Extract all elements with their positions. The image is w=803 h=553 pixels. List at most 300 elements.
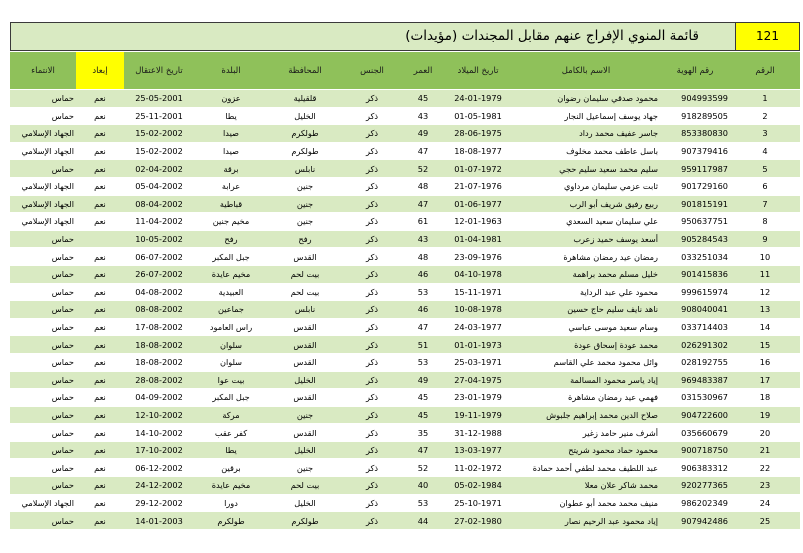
cell-birth-date[interactable]: 01-06-1977	[444, 195, 512, 213]
cell-birth-date[interactable]: 13-03-1977	[444, 441, 512, 459]
cell-town[interactable]: صيدا	[194, 142, 268, 160]
cell-id-number[interactable]: 905284543	[660, 230, 730, 248]
cell-id-number[interactable]: 901815191	[660, 195, 730, 213]
cell-arrest-date[interactable]: 18-08-2002	[124, 336, 194, 354]
cell-number[interactable]: 25	[730, 512, 800, 529]
cell-town[interactable]: يطا	[194, 441, 268, 459]
cell-number[interactable]: 6	[730, 177, 800, 195]
cell-birth-date[interactable]: 25-10-1971	[444, 494, 512, 512]
cell-affiliation[interactable]: الجهاد الإسلامي	[10, 177, 76, 195]
cell-full-name[interactable]: إياد محمود عبد الرحيم نصار	[512, 512, 660, 529]
cell-age[interactable]: 45	[402, 90, 444, 108]
cell-age[interactable]: 48	[402, 177, 444, 195]
cell-affiliation[interactable]: الجهاد الإسلامي	[10, 494, 76, 512]
cell-arrest-date[interactable]: 17-10-2002	[124, 441, 194, 459]
cell-arrest-date[interactable]: 26-07-2002	[124, 265, 194, 283]
cell-arrest-date[interactable]: 06-07-2002	[124, 248, 194, 266]
cell-town[interactable]: العبيدية	[194, 283, 268, 301]
table-row[interactable]	[10, 160, 800, 178]
cell-age[interactable]: 52	[402, 459, 444, 477]
header-deportation[interactable]: إبعاد	[76, 52, 124, 90]
cell-id-number[interactable]: 026291302	[660, 336, 730, 354]
cell-affiliation[interactable]: حماس	[10, 301, 76, 319]
cell-number[interactable]: 7	[730, 195, 800, 213]
cell-age[interactable]: 43	[402, 107, 444, 125]
cell-town[interactable]: مخيم جنين	[194, 213, 268, 231]
cell-full-name[interactable]: محمود حماد محمود شريتح	[512, 441, 660, 459]
cell-deportation[interactable]: نعم	[76, 494, 124, 512]
cell-governorate[interactable]: طولكرم	[268, 142, 342, 160]
cell-age[interactable]: 51	[402, 336, 444, 354]
cell-town[interactable]: سلوان	[194, 336, 268, 354]
cell-arrest-date[interactable]: 18-08-2002	[124, 353, 194, 371]
cell-affiliation[interactable]: حماس	[10, 477, 76, 495]
cell-full-name[interactable]: محمود علي عبد الرداية	[512, 283, 660, 301]
header-gender[interactable]: الجنس	[342, 52, 402, 90]
cell-town[interactable]: مركة	[194, 406, 268, 424]
table-row[interactable]	[10, 90, 800, 108]
cell-birth-date[interactable]: 05-02-1984	[444, 477, 512, 495]
cell-deportation[interactable]: نعم	[76, 318, 124, 336]
cell-age[interactable]: 45	[402, 389, 444, 407]
table-row[interactable]	[10, 441, 800, 459]
cell-town[interactable]: راس العامود	[194, 318, 268, 336]
cell-deportation[interactable]: نعم	[76, 125, 124, 143]
cell-governorate[interactable]: طولكرم	[268, 125, 342, 143]
cell-deportation[interactable]: نعم	[76, 142, 124, 160]
cell-deportation[interactable]: نعم	[76, 90, 124, 108]
cell-number[interactable]: 3	[730, 125, 800, 143]
cell-gender[interactable]: ذكر	[342, 107, 402, 125]
table-row[interactable]	[10, 494, 800, 512]
cell-gender[interactable]: ذكر	[342, 424, 402, 442]
cell-number[interactable]: 22	[730, 459, 800, 477]
cell-full-name[interactable]: ناهد نايف سليم حاج حسين	[512, 301, 660, 319]
table-row[interactable]	[10, 125, 800, 143]
cell-number[interactable]: 18	[730, 389, 800, 407]
cell-town[interactable]: جماعين	[194, 301, 268, 319]
cell-deportation[interactable]: نعم	[76, 213, 124, 231]
cell-governorate[interactable]: الخليل	[268, 494, 342, 512]
cell-age[interactable]: 47	[402, 195, 444, 213]
table-row[interactable]	[10, 301, 800, 319]
cell-deportation[interactable]: نعم	[76, 336, 124, 354]
cell-id-number[interactable]: 033251034	[660, 248, 730, 266]
cell-full-name[interactable]: جهاد يوسف إسماعيل النجار	[512, 107, 660, 125]
cell-birth-date[interactable]: 18-08-1977	[444, 142, 512, 160]
cell-full-name[interactable]: صلاح الدين محمد إبراهيم جلبوش	[512, 406, 660, 424]
cell-gender[interactable]: ذكر	[342, 459, 402, 477]
cell-affiliation[interactable]: حماس	[10, 512, 76, 529]
cell-number[interactable]: 23	[730, 477, 800, 495]
cell-governorate[interactable]: القدس	[268, 318, 342, 336]
cell-full-name[interactable]: ثابت عزمي سليمان مرداوي	[512, 177, 660, 195]
cell-deportation[interactable]: نعم	[76, 283, 124, 301]
table-row[interactable]	[10, 371, 800, 389]
cell-gender[interactable]: ذكر	[342, 265, 402, 283]
cell-governorate[interactable]: جنين	[268, 459, 342, 477]
table-row[interactable]	[10, 477, 800, 495]
cell-id-number[interactable]: 907379416	[660, 142, 730, 160]
cell-age[interactable]: 48	[402, 248, 444, 266]
cell-deportation[interactable]: نعم	[76, 406, 124, 424]
cell-governorate[interactable]: الخليل	[268, 371, 342, 389]
table-row[interactable]	[10, 142, 800, 160]
cell-town[interactable]: سلوان	[194, 353, 268, 371]
cell-affiliation[interactable]: حماس	[10, 389, 76, 407]
table-row[interactable]	[10, 459, 800, 477]
cell-town[interactable]: صيدا	[194, 125, 268, 143]
record-count-cell[interactable]: 121	[735, 23, 799, 50]
cell-age[interactable]: 47	[402, 142, 444, 160]
cell-affiliation[interactable]: حماس	[10, 371, 76, 389]
cell-number[interactable]: 10	[730, 248, 800, 266]
cell-birth-date[interactable]: 27-04-1975	[444, 371, 512, 389]
cell-id-number[interactable]: 028192755	[660, 353, 730, 371]
cell-arrest-date[interactable]: 14-01-2003	[124, 512, 194, 529]
cell-affiliation[interactable]: الجهاد الإسلامي	[10, 213, 76, 231]
cell-town[interactable]: عرابة	[194, 177, 268, 195]
cell-id-number[interactable]: 918289505	[660, 107, 730, 125]
cell-arrest-date[interactable]: 15-02-2002	[124, 125, 194, 143]
header-birth-date[interactable]: تاريخ الميلاد	[444, 52, 512, 90]
cell-affiliation[interactable]: حماس	[10, 318, 76, 336]
cell-number[interactable]: 1	[730, 90, 800, 108]
cell-town[interactable]: برقين	[194, 459, 268, 477]
cell-number[interactable]: 21	[730, 441, 800, 459]
cell-birth-date[interactable]: 31-12-1988	[444, 424, 512, 442]
cell-birth-date[interactable]: 12-01-1963	[444, 213, 512, 231]
table-row[interactable]	[10, 107, 800, 125]
cell-id-number[interactable]: 031530967	[660, 389, 730, 407]
cell-full-name[interactable]: أسعد يوسف حميد زعرب	[512, 230, 660, 248]
cell-age[interactable]: 46	[402, 265, 444, 283]
header-arrest-date[interactable]: تاريخ الاعتقال	[124, 52, 194, 90]
cell-deportation[interactable]: نعم	[76, 353, 124, 371]
cell-gender[interactable]: ذكر	[342, 248, 402, 266]
cell-number[interactable]: 15	[730, 336, 800, 354]
cell-deportation[interactable]: نعم	[76, 424, 124, 442]
cell-deportation[interactable]: نعم	[76, 107, 124, 125]
header-id-number[interactable]: رقم الهوية	[660, 52, 730, 90]
cell-full-name[interactable]: محمد شاكر علان معلا	[512, 477, 660, 495]
cell-birth-date[interactable]: 11-02-1972	[444, 459, 512, 477]
cell-governorate[interactable]: قلقيلية	[268, 90, 342, 108]
cell-number[interactable]: 4	[730, 142, 800, 160]
cell-arrest-date[interactable]: 14-10-2002	[124, 424, 194, 442]
cell-gender[interactable]: ذكر	[342, 441, 402, 459]
table-row[interactable]	[10, 389, 800, 407]
cell-governorate[interactable]: نابلس	[268, 301, 342, 319]
header-governorate[interactable]: المحافظة	[268, 52, 342, 90]
cell-full-name[interactable]: جاسر عفيف محمد رداد	[512, 125, 660, 143]
cell-arrest-date[interactable]: 06-12-2002	[124, 459, 194, 477]
cell-full-name[interactable]: ربيع رفيق شريف أبو الرب	[512, 195, 660, 213]
cell-arrest-date[interactable]: 25-11-2001	[124, 107, 194, 125]
table-row[interactable]	[10, 353, 800, 371]
cell-full-name[interactable]: باسل عاطف محمد مخلوف	[512, 142, 660, 160]
cell-arrest-date[interactable]: 04-08-2002	[124, 283, 194, 301]
cell-affiliation[interactable]: حماس	[10, 336, 76, 354]
cell-arrest-date[interactable]: 02-04-2002	[124, 160, 194, 178]
cell-age[interactable]: 53	[402, 494, 444, 512]
cell-governorate[interactable]: بيت لحم	[268, 477, 342, 495]
cell-id-number[interactable]: 906383312	[660, 459, 730, 477]
table-row[interactable]	[10, 424, 800, 442]
cell-town[interactable]: مخيم عايدة	[194, 265, 268, 283]
cell-town[interactable]: رفح	[194, 230, 268, 248]
cell-gender[interactable]: ذكر	[342, 230, 402, 248]
cell-gender[interactable]: ذكر	[342, 195, 402, 213]
table-row[interactable]	[10, 248, 800, 266]
cell-id-number[interactable]: 901415836	[660, 265, 730, 283]
cell-arrest-date[interactable]: 05-04-2002	[124, 177, 194, 195]
cell-gender[interactable]: ذكر	[342, 177, 402, 195]
cell-id-number[interactable]: 908040041	[660, 301, 730, 319]
header-affiliation[interactable]: الانتماء	[10, 52, 76, 90]
cell-age[interactable]: 52	[402, 160, 444, 178]
cell-governorate[interactable]: القدس	[268, 389, 342, 407]
cell-age[interactable]: 53	[402, 353, 444, 371]
header-number[interactable]: الرقم	[730, 52, 800, 90]
cell-number[interactable]: 11	[730, 265, 800, 283]
cell-id-number[interactable]: 904993599	[660, 90, 730, 108]
cell-arrest-date[interactable]: 04-09-2002	[124, 389, 194, 407]
cell-id-number[interactable]: 033714403	[660, 318, 730, 336]
cell-id-number[interactable]: 999615974	[660, 283, 730, 301]
cell-full-name[interactable]: محمد عودة إسحاق عودة	[512, 336, 660, 354]
cell-governorate[interactable]: بيت لحم	[268, 283, 342, 301]
cell-age[interactable]: 47	[402, 318, 444, 336]
cell-governorate[interactable]: القدس	[268, 424, 342, 442]
cell-gender[interactable]: ذكر	[342, 283, 402, 301]
cell-governorate[interactable]: جنين	[268, 406, 342, 424]
cell-governorate[interactable]: طولكرم	[268, 512, 342, 529]
cell-gender[interactable]: ذكر	[342, 160, 402, 178]
cell-affiliation[interactable]: حماس	[10, 90, 76, 108]
cell-age[interactable]: 53	[402, 283, 444, 301]
cell-arrest-date[interactable]: 12-10-2002	[124, 406, 194, 424]
cell-affiliation[interactable]: حماس	[10, 230, 76, 248]
cell-birth-date[interactable]: 01-07-1972	[444, 160, 512, 178]
cell-full-name[interactable]: أشرف منير حامد زغير	[512, 424, 660, 442]
cell-number[interactable]: 2	[730, 107, 800, 125]
cell-gender[interactable]: ذكر	[342, 142, 402, 160]
table-row[interactable]	[10, 283, 800, 301]
cell-affiliation[interactable]: حماس	[10, 424, 76, 442]
cell-town[interactable]: عزون	[194, 90, 268, 108]
cell-town[interactable]: قباطية	[194, 195, 268, 213]
cell-full-name[interactable]: عبد اللطيف محمد لطفي أحمد حمادة	[512, 459, 660, 477]
cell-birth-date[interactable]: 23-09-1976	[444, 248, 512, 266]
cell-town[interactable]: كفر عقب	[194, 424, 268, 442]
cell-governorate[interactable]: القدس	[268, 248, 342, 266]
cell-gender[interactable]: ذكر	[342, 389, 402, 407]
cell-governorate[interactable]: القدس	[268, 353, 342, 371]
cell-affiliation[interactable]: حماس	[10, 406, 76, 424]
cell-id-number[interactable]: 986202349	[660, 494, 730, 512]
cell-deportation[interactable]: نعم	[76, 512, 124, 529]
cell-gender[interactable]: ذكر	[342, 353, 402, 371]
table-row[interactable]	[10, 406, 800, 424]
cell-id-number[interactable]: 035660679	[660, 424, 730, 442]
cell-arrest-date[interactable]: 17-08-2002	[124, 318, 194, 336]
cell-governorate[interactable]: جنين	[268, 195, 342, 213]
table-row[interactable]	[10, 195, 800, 213]
cell-governorate[interactable]: القدس	[268, 336, 342, 354]
cell-deportation[interactable]: نعم	[76, 477, 124, 495]
cell-affiliation[interactable]: حماس	[10, 353, 76, 371]
cell-birth-date[interactable]: 10-08-1978	[444, 301, 512, 319]
cell-governorate[interactable]: الخليل	[268, 441, 342, 459]
cell-gender[interactable]: ذكر	[342, 125, 402, 143]
cell-id-number[interactable]: 853380830	[660, 125, 730, 143]
cell-full-name[interactable]: منيف محمد محمد أبو عطوان	[512, 494, 660, 512]
cell-age[interactable]: 35	[402, 424, 444, 442]
cell-number[interactable]: 13	[730, 301, 800, 319]
cell-affiliation[interactable]: حماس	[10, 459, 76, 477]
cell-affiliation[interactable]: حماس	[10, 248, 76, 266]
cell-affiliation[interactable]: حماس	[10, 441, 76, 459]
cell-gender[interactable]: ذكر	[342, 318, 402, 336]
table-row[interactable]	[10, 318, 800, 336]
cell-gender[interactable]: ذكر	[342, 477, 402, 495]
cell-full-name[interactable]: فهمي عيد رمضان مشاهرة	[512, 389, 660, 407]
cell-deportation[interactable]: نعم	[76, 441, 124, 459]
header-town[interactable]: البلدة	[194, 52, 268, 90]
cell-governorate[interactable]: جنين	[268, 213, 342, 231]
cell-town[interactable]: طولكرم	[194, 512, 268, 529]
cell-id-number[interactable]: 904722600	[660, 406, 730, 424]
cell-governorate[interactable]: نابلس	[268, 160, 342, 178]
table-row[interactable]	[10, 230, 800, 248]
cell-town[interactable]: بيت عوا	[194, 371, 268, 389]
cell-birth-date[interactable]: 19-11-1979	[444, 406, 512, 424]
header-age[interactable]: العمر	[402, 52, 444, 90]
table-row[interactable]	[10, 177, 800, 195]
cell-deportation[interactable]: نعم	[76, 459, 124, 477]
cell-age[interactable]: 45	[402, 406, 444, 424]
table-row[interactable]	[10, 512, 800, 529]
cell-arrest-date[interactable]: 10-05-2002	[124, 230, 194, 248]
cell-birth-date[interactable]: 21-07-1976	[444, 177, 512, 195]
cell-arrest-date[interactable]: 15-02-2002	[124, 142, 194, 160]
cell-town[interactable]: برقة	[194, 160, 268, 178]
cell-id-number[interactable]: 959117987	[660, 160, 730, 178]
cell-full-name[interactable]: وسام سعيد موسى عباسي	[512, 318, 660, 336]
cell-deportation[interactable]: نعم	[76, 248, 124, 266]
cell-number[interactable]: 9	[730, 230, 800, 248]
cell-number[interactable]: 19	[730, 406, 800, 424]
table-row[interactable]	[10, 336, 800, 354]
cell-age[interactable]: 49	[402, 125, 444, 143]
cell-affiliation[interactable]: حماس	[10, 107, 76, 125]
cell-deportation[interactable]: نعم	[76, 195, 124, 213]
cell-affiliation[interactable]: حماس	[10, 265, 76, 283]
cell-id-number[interactable]: 920277365	[660, 477, 730, 495]
cell-governorate[interactable]: الخليل	[268, 107, 342, 125]
cell-id-number[interactable]: 900718750	[660, 441, 730, 459]
cell-gender[interactable]: ذكر	[342, 494, 402, 512]
cell-age[interactable]: 61	[402, 213, 444, 231]
cell-gender[interactable]: ذكر	[342, 213, 402, 231]
cell-gender[interactable]: ذكر	[342, 371, 402, 389]
cell-town[interactable]: جبل المكبر	[194, 389, 268, 407]
cell-town[interactable]: مخيم عايدة	[194, 477, 268, 495]
table-row[interactable]	[10, 213, 800, 231]
cell-deportation[interactable]: نعم	[76, 371, 124, 389]
cell-id-number[interactable]: 907942486	[660, 512, 730, 529]
cell-full-name[interactable]: وائل محمود محمد علي القاسم	[512, 353, 660, 371]
cell-id-number[interactable]: 969483387	[660, 371, 730, 389]
cell-gender[interactable]: ذكر	[342, 301, 402, 319]
cell-age[interactable]: 43	[402, 230, 444, 248]
cell-birth-date[interactable]: 01-05-1981	[444, 107, 512, 125]
cell-full-name[interactable]: رمضان عيد رمضان مشاهرة	[512, 248, 660, 266]
cell-arrest-date[interactable]: 11-04-2002	[124, 213, 194, 231]
cell-full-name[interactable]: محمود صدقي سليمان رضوان	[512, 90, 660, 108]
cell-birth-date[interactable]: 01-01-1973	[444, 336, 512, 354]
cell-number[interactable]: 24	[730, 494, 800, 512]
cell-age[interactable]: 40	[402, 477, 444, 495]
cell-full-name[interactable]: سليم محمد سعيد سليم حجي	[512, 160, 660, 178]
cell-birth-date[interactable]: 01-04-1981	[444, 230, 512, 248]
cell-arrest-date[interactable]: 08-08-2002	[124, 301, 194, 319]
cell-arrest-date[interactable]: 28-08-2002	[124, 371, 194, 389]
cell-governorate[interactable]: جنين	[268, 177, 342, 195]
cell-deportation[interactable]: نعم	[76, 301, 124, 319]
cell-town[interactable]: دورا	[194, 494, 268, 512]
cell-governorate[interactable]: بيت لحم	[268, 265, 342, 283]
cell-birth-date[interactable]: 27-02-1980	[444, 512, 512, 529]
cell-age[interactable]: 49	[402, 371, 444, 389]
cell-gender[interactable]: ذكر	[342, 336, 402, 354]
cell-birth-date[interactable]: 24-01-1979	[444, 90, 512, 108]
cell-affiliation[interactable]: الجهاد الإسلامي	[10, 125, 76, 143]
cell-gender[interactable]: ذكر	[342, 406, 402, 424]
cell-number[interactable]: 17	[730, 371, 800, 389]
cell-age[interactable]: 44	[402, 512, 444, 529]
cell-number[interactable]: 8	[730, 213, 800, 231]
cell-governorate[interactable]: رفح	[268, 230, 342, 248]
cell-birth-date[interactable]: 15-11-1971	[444, 283, 512, 301]
cell-number[interactable]: 20	[730, 424, 800, 442]
cell-id-number[interactable]: 901729160	[660, 177, 730, 195]
cell-birth-date[interactable]: 23-01-1979	[444, 389, 512, 407]
header-full-name[interactable]: الاسم بالكامل	[512, 52, 660, 90]
cell-arrest-date[interactable]: 25-05-2001	[124, 90, 194, 108]
cell-arrest-date[interactable]: 29-12-2002	[124, 494, 194, 512]
cell-town[interactable]: جبل المكبر	[194, 248, 268, 266]
cell-gender[interactable]: ذكر	[342, 90, 402, 108]
cell-gender[interactable]: ذكر	[342, 512, 402, 529]
table-row[interactable]	[10, 265, 800, 283]
cell-birth-date[interactable]: 04-10-1978	[444, 265, 512, 283]
cell-number[interactable]: 5	[730, 160, 800, 178]
cell-deportation[interactable]	[76, 230, 124, 248]
cell-affiliation[interactable]: حماس	[10, 160, 76, 178]
cell-deportation[interactable]: نعم	[76, 265, 124, 283]
cell-arrest-date[interactable]: 08-04-2002	[124, 195, 194, 213]
cell-deportation[interactable]: نعم	[76, 160, 124, 178]
cell-deportation[interactable]: نعم	[76, 389, 124, 407]
cell-number[interactable]: 16	[730, 353, 800, 371]
cell-age[interactable]: 47	[402, 441, 444, 459]
cell-full-name[interactable]: خليل مسلم محمد براهمة	[512, 265, 660, 283]
cell-affiliation[interactable]: الجهاد الإسلامي	[10, 195, 76, 213]
cell-id-number[interactable]: 950637751	[660, 213, 730, 231]
cell-town[interactable]: يطا	[194, 107, 268, 125]
